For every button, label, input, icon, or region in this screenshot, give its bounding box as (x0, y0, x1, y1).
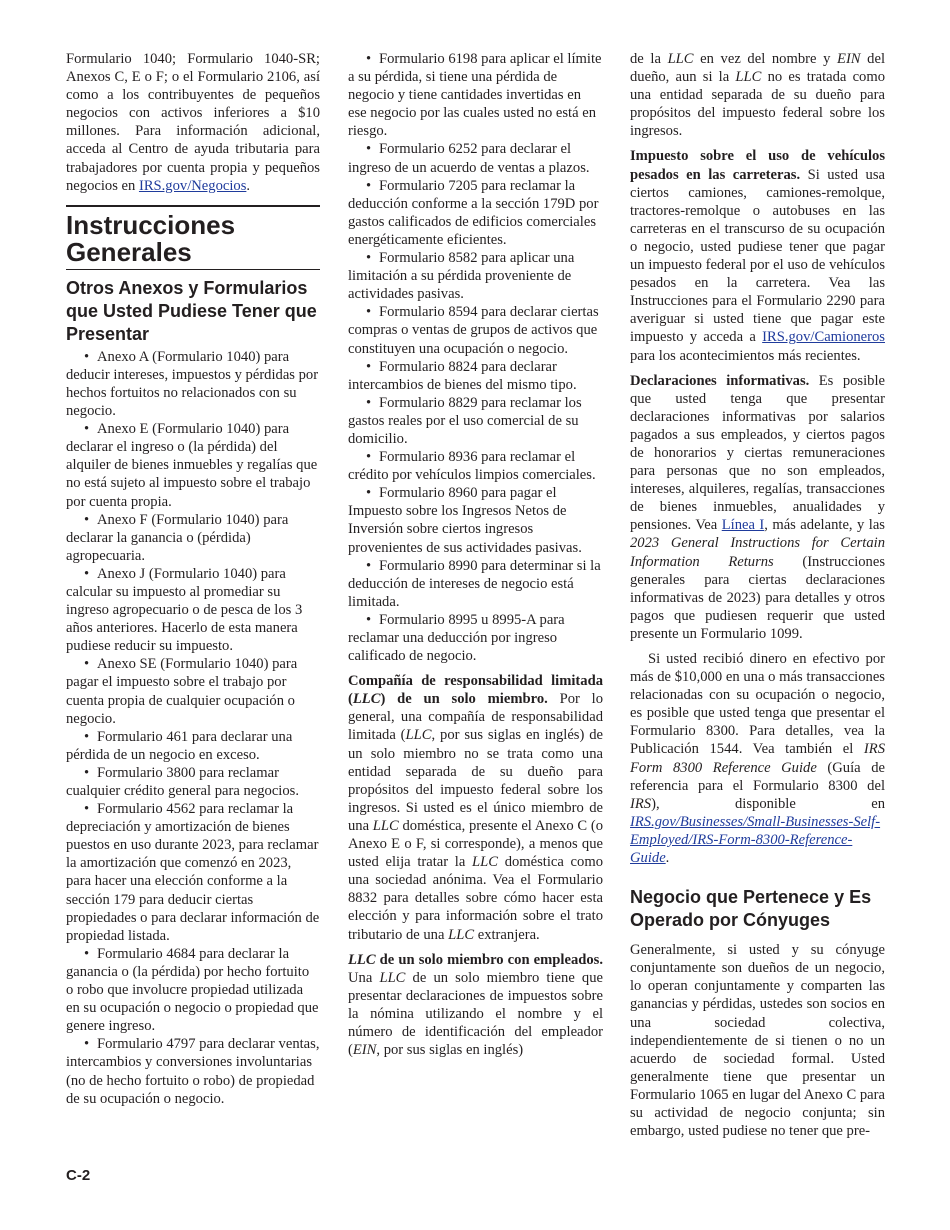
llc-continued-paragraph: de la LLC en vez del nombre y EIN del dueño, aun si la LLC no es tratada como una entidad separada de su dueño para propósitos del impuesto federal sobre los ingresos. (630, 51, 886, 140)
list-item: • Anexo J (Formulario 1040) para calcular su impuesto al promediar su ingreso agropecuario o de pesca de los 3 años anteriores. Hacerlo de esta manera pudiese reducir su impuesto. (66, 565, 320, 655)
llc-employees-heading: LLC de un solo miembro con empleados. (348, 951, 603, 968)
list-item: • Formulario 6198 para aplicar el límite a su pérdida, si tiene una pérdida de negocio y tiene cantidades invertidas en ese negocio por las cuales usted no está en riesgo. (348, 50, 603, 140)
list-item: • Formulario 6252 para declarar el ingreso de un acuerdo de ventas a plazos. (348, 140, 603, 176)
spouses-paragraph: Generalmente, si usted y su cónyuge conjuntamente son dueños de un negocio, lo operan conjuntamente y comparten las ganancias y pérdidas, ustedes son socios en una sociedad colectiva, independientemente de si tienen o no un acuerdo de sociedad formal. Usted generalmente tiene que presentar un Formulario 1065 en lugar del Anexo C para su actividad de negocio conjunta; sin embargo, usted pudiese no tener que pre- (630, 942, 885, 1140)
heavy-vehicle-paragraph: Impuesto sobre el uso de vehículos pesados en las carreteras. Si usted usa ciertos camiones, camiones-remolque, tractores-remolque o autobuses en las carreteras en el transcurso de su ocupación o negocio, usted pudiese tener que pagar un impuesto federal por el uso de vehículos pesados en la carretera. Vea las Instrucciones para el Formulario 2290 para averiguar si usted tiene que pagar este impuesto y acceda a IRS.gov/Camioneros para los acontecimientos más recientes. (630, 148, 885, 364)
spouses-heading: Negocio que Pertenece y Es Operado por Cónyuges (630, 887, 872, 931)
column-3 (630, 50, 885, 1140)
camioneros-link[interactable]: IRS.gov/Camioneros (762, 329, 885, 346)
list-item: • Anexo A (Formulario 1040) para deducir intereses, impuestos y pérdidas por hechos fortuitos no relacionados con su negocio. (66, 348, 320, 420)
list-item: • Formulario 8824 para declarar intercambios de bienes del mismo tipo. (348, 358, 603, 394)
form-8300-guide-link[interactable]: IRS.gov/Businesses/Small-Businesses-Self-Employed/IRS-Form-8300-Reference-Guide (630, 813, 881, 867)
list-item: • Formulario 461 para declarar una pérdida de un negocio en exceso. (66, 728, 320, 764)
llc-heading: Compañía de responsabilidad limitada (LLC) de un solo miembro. (348, 673, 603, 708)
llc-paragraph: Compañía de responsabilidad limitada (LLC) de un solo miembro. Por lo general, una compañía de responsabilidad limitada (LLC, por sus siglas en inglés) de un solo miembro no se trata como una entidad separada de su dueño para propósitos del impuesto federal sobre los ingresos. Si usted es el único miembro de una LLC doméstica, presente el Anexo C (o Anexo E o F, si corresponde), a menos que usted elija tratar la LLC doméstica como una sociedad anónima. Vea el Formulario 8832 para detalles sobre cómo hacer esta elección y para información sobre el trato tributario de una LLC extranjera. (348, 673, 603, 943)
list-item: • Anexo F (Formulario 1040) para declarar la ganancia o (pérdida) agropecuaria. (66, 511, 320, 565)
list-item: • Formulario 7205 para reclamar la deducción conforme a la sección 179D por gastos calificados de edificios comerciales energéticamente eficientes. (348, 177, 603, 249)
list-item: • Formulario 4562 para reclamar la depreciación y amortización de bienes puestos en uso durante 2023, para reclamar la amortización que comenzó en 2023, para hacer una elección conforme a la sección 179 para deducir ciertas propiedades o para declarar información de propiedad listada. (66, 800, 320, 945)
list-item: • Formulario 8829 para reclamar los gastos reales por el uso comercial de su domicilio. (348, 394, 603, 448)
cash-paragraph: Si usted recibió dinero en efectivo por más de $10,000 en una o más transacciones relacionadas con su ocupación o negocio, es posible que usted tenga que presentar el Formulario 8300. Para detalles, vea la Publicación 1544. Vea también el IRS Form 8300 Reference Guide (Guía de referencia para el Formulario 8300 del IRS), disponible en IRS.gov/Businesses/Small-Businesses-Self-Employed/IRS-Form-8300-Reference-Guide. (630, 651, 885, 867)
page-number: C-2 (66, 1167, 91, 1184)
column-2 (348, 50, 603, 1059)
linea-i-link[interactable]: Línea I (721, 517, 765, 534)
intro-paragraph (66, 50, 320, 195)
heavy-vehicle-heading: Impuesto sobre el uso de vehículos pesados en las carreteras. (630, 148, 885, 183)
info-returns-heading: Declaraciones informativas. (630, 372, 810, 389)
subsection-title: Otros Anexos y Formularios que Usted Pudiese Tener que Presentar (66, 277, 317, 344)
list-item: • Formulario 8990 para determinar si la deducción de intereses de negocio está limitada. (348, 557, 603, 611)
list-item: • Formulario 8995 u 8995-A para reclamar una deducción por ingreso calificado de negocio. (348, 611, 603, 665)
list-item: • Formulario 8936 para reclamar el crédito por vehículos limpios comerciales. (348, 448, 603, 484)
info-returns-paragraph: Declaraciones informativas. Es posible que usted tenga que presentar declaraciones informativas por salarios pagados a sus empleados, y ciertos pagos de honorarios y ciertas remuneraciones para personas que no son empleados, intereses, alquileres, regalías, transacciones de bienes inmuebles, anualidades y pensiones. Vea Línea I, más adelante, y las 2023 General Instructions for Certain Information Returns (Instrucciones generales para ciertas declaraciones informativas de 2023) para detalles y otros pagos que pudiesen requerir que usted presente un Formulario 1099. (630, 372, 885, 642)
column-1 (66, 50, 320, 1108)
section-title: Instrucciones Generales (66, 207, 320, 270)
list-item: • Formulario 8594 para declarar ciertas compras o ventas de grupos de activos que constituyen una ocupación o negocio. (348, 303, 603, 357)
negocios-link[interactable]: IRS.gov/Negocios (138, 177, 247, 194)
list-item: • Formulario 4797 para declarar ventas, intercambios y conversiones involuntarias (no de hecho fortuito o robo) de propiedad de su ocupación o negocio. (66, 1035, 320, 1107)
list-item: • Formulario 4684 para declarar la ganancia o (la pérdida) por hecho fortuito o robo que involucre propiedad utilizada en su ocupación o negocio o propiedad que genere ingreso. (66, 945, 320, 1035)
list-item: • Formulario 8960 para pagar el Impuesto sobre los Ingresos Netos de Inversión sobre ciertos ingresos provenientes de sus actividades pasivas. (348, 484, 603, 556)
list-item: • Anexo SE (Formulario 1040) para pagar el impuesto sobre el trabajo por cuenta propia de cualquier ocupación o negocio. (66, 655, 320, 727)
list-item: • Formulario 3800 para reclamar cualquier crédito general para negocios. (66, 764, 320, 800)
intro-end: . (246, 177, 251, 194)
llc-employees-paragraph: LLC de un solo miembro con empleados. Una LLC de un solo miembro tiene que presentar declaraciones de impuestos sobre la nómina utilizando el nombre y el número de identificación del empleador (EIN, por sus siglas en inglés) (348, 951, 603, 1059)
list-item: • Formulario 8582 para aplicar una limitación a su pérdida proveniente de actividades pasivas. (348, 249, 603, 303)
intro-text: Formulario 1040; Formulario 1040-SR; Anexos C, E o F; o el Formulario 2106, así como a los contribuyentes de pequeños negocios con activos inferiores a $10 millones. Para información adicional, acceda al Centro de ayuda tributaria para trabajadores por cuenta propia y pequeños negocios en (66, 51, 320, 194)
list-item: • Anexo E (Formulario 1040) para declarar el ingreso o (la pérdida) del alquiler de bienes inmuebles y regalías que no está sujeto al impuesto sobre el trabajo por cuenta propia. (66, 420, 320, 510)
